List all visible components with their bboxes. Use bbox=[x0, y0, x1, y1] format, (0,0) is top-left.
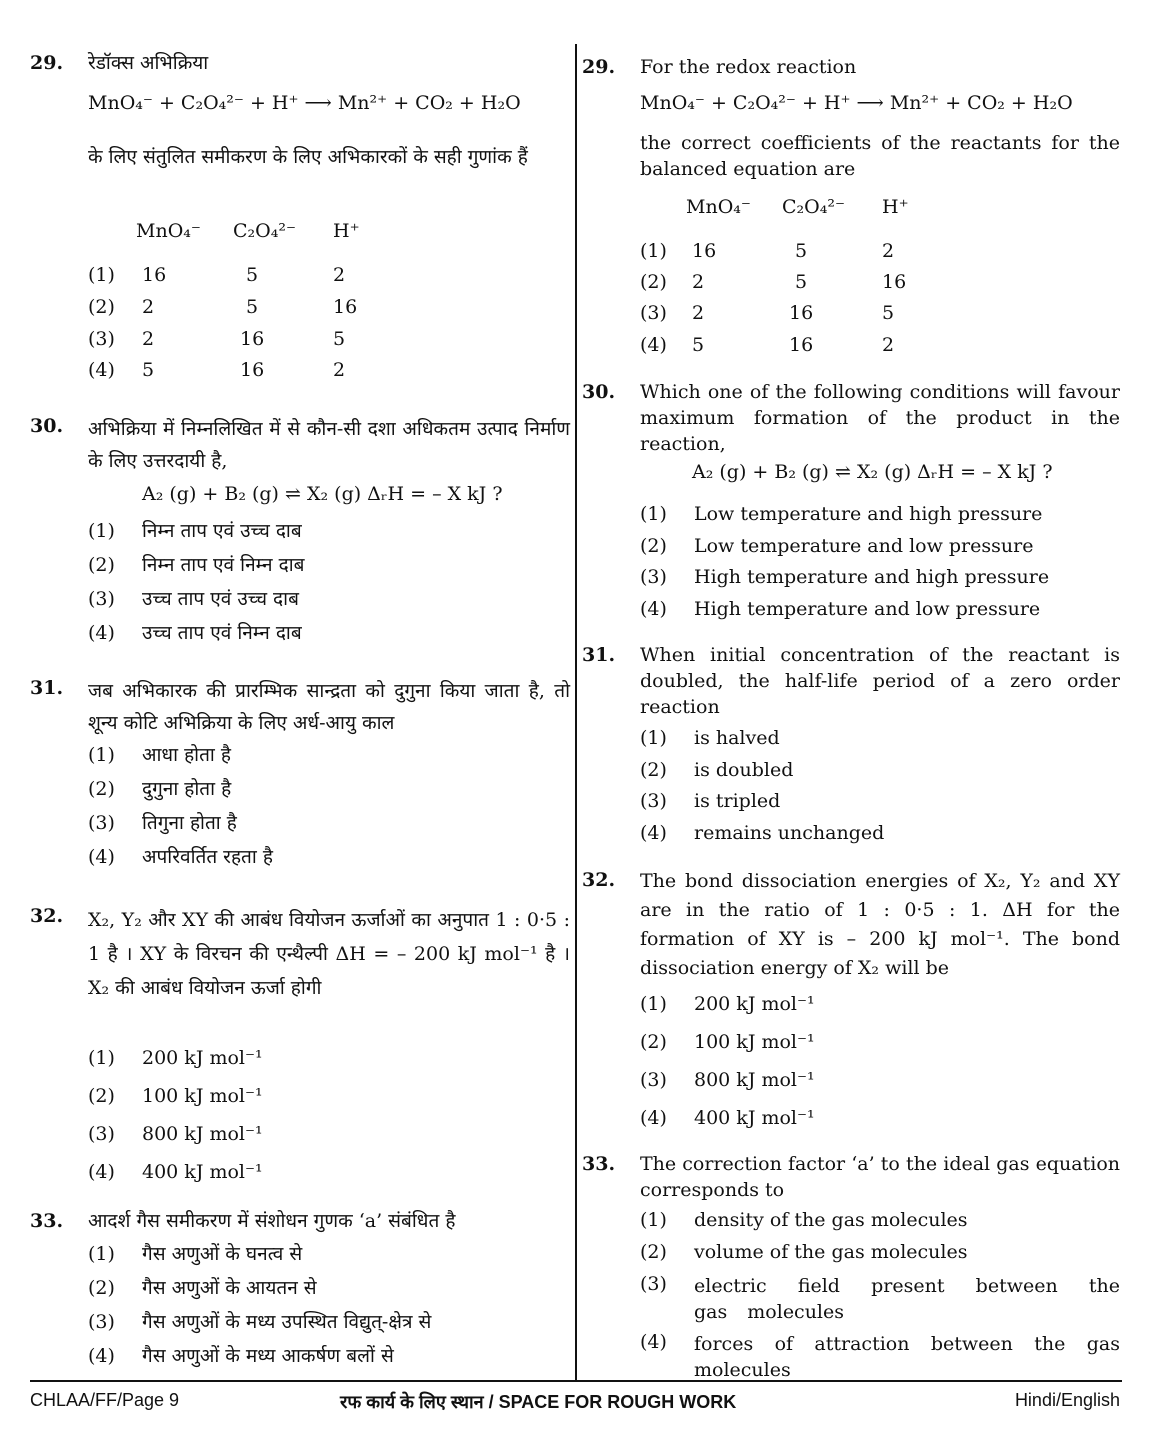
question-text: अभिक्रिया में निम्नलिखित में से कौन-सी दशा अधिकतम उत्पाद निर्माण के लिए उत्तरदायी है, bbox=[88, 418, 570, 472]
table-cell: 2 bbox=[142, 296, 155, 318]
table-cell: 2 bbox=[882, 240, 895, 262]
option-4: (4) 400 kJ mol⁻¹ bbox=[88, 1161, 263, 1183]
table-cell: 16 bbox=[333, 296, 358, 318]
question-text: X₂, Y₂ और XY की आबंध वियोजन ऊर्जाओं का अनुपात 1 : 0·5 : 1 है । XY के विरचन की एन्थैल्पी ΔH = – 200 kJ mol⁻¹ है । X₂ की आबंध वियोजन ऊर्जा होगी bbox=[88, 909, 570, 999]
table-header: C₂O₄²⁻ bbox=[782, 196, 845, 218]
option-2: (2) गैस अणुओं के आयतन से bbox=[88, 1277, 317, 1299]
question-text: the correct coefficients of the reactants for the balanced equation are bbox=[640, 132, 1120, 180]
table-cell: 2 bbox=[692, 271, 705, 293]
option-1: (1) 200 kJ mol⁻¹ bbox=[640, 993, 815, 1015]
table-cell: 5 bbox=[882, 302, 895, 324]
question-number: 30. bbox=[30, 415, 64, 437]
language-label: Hindi/English bbox=[1014, 1390, 1120, 1410]
option-2: (2) 100 kJ mol⁻¹ bbox=[88, 1085, 263, 1107]
table-cell: 16 bbox=[240, 359, 265, 381]
question-text: Which one of the following conditions will favour maximum formation of the product in the reaction, bbox=[640, 381, 1120, 455]
option-4: (4) High temperature and low pressure bbox=[640, 598, 1041, 620]
table-cell: 5 bbox=[333, 328, 346, 350]
table-header: H⁺ bbox=[333, 220, 360, 242]
reaction-equation: MnO₄⁻ + C₂O₄²⁻ + H⁺ ⟶ Mn²⁺ + CO₂ + H₂O bbox=[88, 92, 521, 114]
table-cell: 16 bbox=[882, 271, 907, 293]
column-divider bbox=[575, 44, 577, 1380]
question-number: 33. bbox=[30, 1210, 64, 1232]
option-1: (1) आधा होता है bbox=[88, 744, 231, 766]
question-number: 30. bbox=[582, 381, 616, 403]
table-cell: 2 bbox=[333, 264, 346, 286]
option-3: (3) 800 kJ mol⁻¹ bbox=[88, 1123, 263, 1145]
option-3: (3) उच्च ताप एवं उच्च दाब bbox=[88, 588, 299, 610]
question-number: 31. bbox=[30, 677, 64, 699]
option-3: (3) High temperature and high pressure bbox=[640, 566, 1050, 588]
option-1: (1) is halved bbox=[640, 727, 780, 749]
question-text: The correction factor ‘a’ to the ideal gas equation corresponds to bbox=[640, 1153, 1120, 1201]
table-cell: 5 bbox=[692, 334, 705, 356]
reaction-equation: MnO₄⁻ + C₂O₄²⁻ + H⁺ ⟶ Mn²⁺ + CO₂ + H₂O bbox=[640, 92, 1073, 114]
table-cell: 16 bbox=[789, 334, 814, 356]
option-number: (1) bbox=[640, 240, 667, 262]
question-text: आदर्श गैस समीकरण में संशोधन गुणक ‘a’ संबंधित है bbox=[88, 1210, 456, 1232]
option-number: (1) bbox=[88, 264, 115, 286]
table-cell: 2 bbox=[692, 302, 705, 324]
option-4: (4) remains unchanged bbox=[640, 822, 885, 844]
question-text: जब अभिकारक की प्रारम्भिक सान्द्रता को दुगुना किया जाता है, तो शून्य कोटि अभिक्रिया के लिए अर्ध-आयु काल bbox=[88, 680, 570, 734]
option-4: (4) 400 kJ mol⁻¹ bbox=[640, 1107, 815, 1129]
reaction-equation: A₂ (g) + B₂ (g) ⇌ X₂ (g) ΔᵣH = – X kJ ? bbox=[692, 461, 1053, 483]
option-3: (3) is tripled bbox=[640, 790, 781, 812]
table-cell: 5 bbox=[795, 271, 808, 293]
option-number: (3) bbox=[88, 328, 115, 350]
option-3: (3) तिगुना होता है bbox=[88, 812, 237, 834]
option-number: (2) bbox=[640, 271, 667, 293]
table-header: MnO₄⁻ bbox=[136, 220, 201, 242]
table-cell: 16 bbox=[240, 328, 265, 350]
question-number: 29. bbox=[582, 56, 616, 78]
option-2: (2) निम्न ताप एवं निम्न दाब bbox=[88, 554, 305, 576]
question-number: 32. bbox=[582, 869, 616, 891]
table-cell: 5 bbox=[795, 240, 808, 262]
question-number: 32. bbox=[30, 905, 64, 927]
option-4: (4) forces of attraction between the gas molecules bbox=[640, 1331, 1120, 1381]
option-4: (4) उच्च ताप एवं निम्न दाब bbox=[88, 622, 302, 644]
rough-work-label: रफ कार्य के लिए स्थान / SPACE FOR ROUGH WORK bbox=[340, 1392, 737, 1412]
table-cell: 2 bbox=[882, 334, 895, 356]
table-cell: 5 bbox=[246, 264, 259, 286]
option-3: (3) 800 kJ mol⁻¹ bbox=[640, 1069, 815, 1091]
table-header: H⁺ bbox=[882, 196, 909, 218]
option-1: (1) Low temperature and high pressure bbox=[640, 503, 1043, 525]
option-2: (2) volume of the gas molecules bbox=[640, 1241, 968, 1263]
option-4: (4) गैस अणुओं के मध्य आकर्षण बलों से bbox=[88, 1345, 394, 1367]
question-number: 31. bbox=[582, 644, 616, 666]
table-cell: 5 bbox=[246, 296, 259, 318]
question-number: 29. bbox=[30, 52, 64, 74]
page-id: CHLAA/FF/Page 9 bbox=[30, 1390, 180, 1410]
table-header: C₂O₄²⁻ bbox=[233, 220, 296, 242]
option-2: (2) दुगुना होता है bbox=[88, 778, 232, 800]
question-text: The bond dissociation energies of X₂, Y₂ and XY are in the ratio of 1 : 0·5 : 1. ΔH for the formation of XY is – 200 kJ mol⁻¹. The bond dissociation energy of X₂ will be bbox=[640, 870, 1120, 979]
option-2: (2) Low temperature and low pressure bbox=[640, 535, 1034, 557]
table-cell: 16 bbox=[789, 302, 814, 324]
option-number: (2) bbox=[88, 296, 115, 318]
table-cell: 5 bbox=[142, 359, 155, 381]
question-title: रेडॉक्स अभिक्रिया bbox=[88, 52, 209, 74]
option-number: (4) bbox=[88, 359, 115, 381]
table-header: MnO₄⁻ bbox=[686, 196, 751, 218]
option-4: (4) अपरिवर्तित रहता है bbox=[88, 846, 273, 868]
option-2: (2) is doubled bbox=[640, 759, 794, 781]
table-cell: 16 bbox=[692, 240, 717, 262]
question-number: 33. bbox=[582, 1153, 616, 1175]
option-number: (4) bbox=[640, 334, 667, 356]
question-text: के लिए संतुलित समीकरण के लिए अभिकारकों के सही गुणांक हैं bbox=[88, 146, 528, 168]
option-3: (3) electric field present between the gas molecules bbox=[640, 1273, 1120, 1323]
option-1: (1) गैस अणुओं के घनत्व से bbox=[88, 1243, 303, 1265]
option-1: (1) 200 kJ mol⁻¹ bbox=[88, 1047, 263, 1069]
table-cell: 2 bbox=[333, 359, 346, 381]
option-3: (3) गैस अणुओं के मध्य उपस्थित विद्युत्-क्षेत्र से bbox=[88, 1311, 432, 1333]
option-number: (3) bbox=[640, 302, 667, 324]
option-2: (2) 100 kJ mol⁻¹ bbox=[640, 1031, 815, 1053]
option-1: (1) density of the gas molecules bbox=[640, 1209, 968, 1231]
option-1: (1) निम्न ताप एवं उच्च दाब bbox=[88, 520, 302, 542]
table-cell: 16 bbox=[142, 264, 167, 286]
question-title: For the redox reaction bbox=[640, 56, 857, 78]
question-text: When initial concentration of the reactant is doubled, the half-life period of a zero order reaction bbox=[640, 644, 1120, 718]
reaction-equation: A₂ (g) + B₂ (g) ⇌ X₂ (g) ΔᵣH = – X kJ ? bbox=[142, 483, 503, 505]
table-cell: 2 bbox=[142, 328, 155, 350]
